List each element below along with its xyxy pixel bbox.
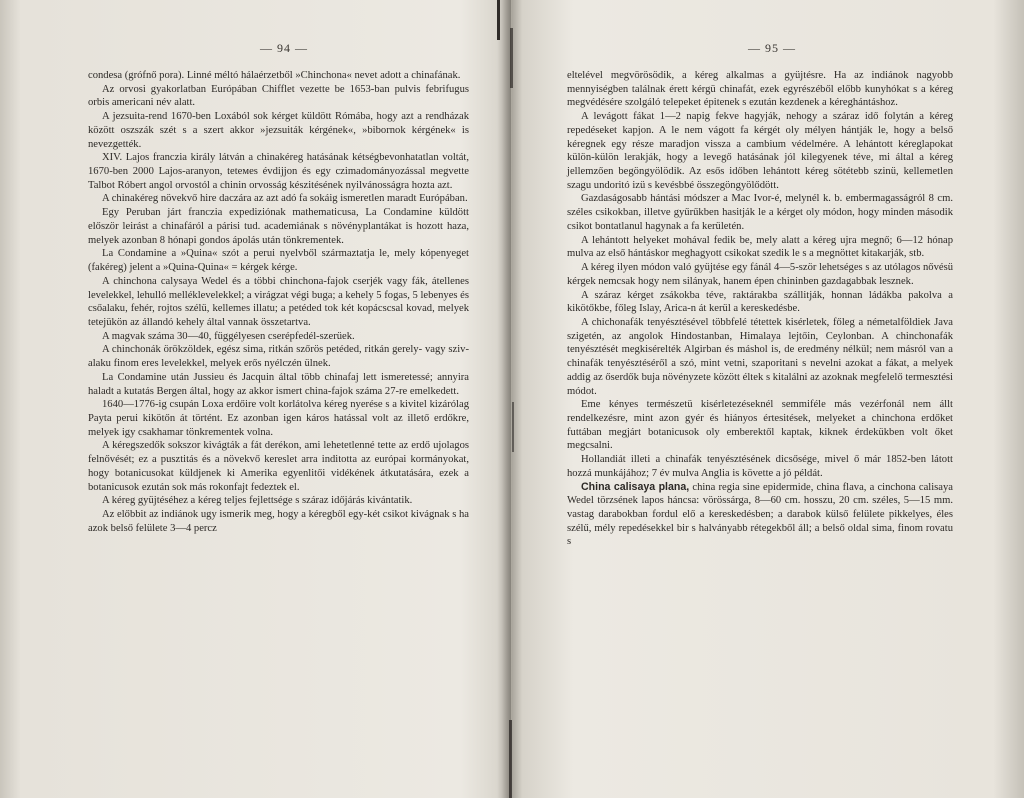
paragraph: Eme kényes természetü kisérletezéseknél semmiféle más vezérfonál nem állt rendelkezésre, mint azon gyér és hiányos értesitések, melyeket a chinchona erdőket futtában megjárt botanicusok oly emberektől kaptak, kiknek érdekükben volt őket megcsalni.	[567, 399, 953, 452]
paragraph: La Condamine után Jussieu és Jacquin által több chinafaj lett ismeretessé; annyira haladt a kutatás Bergen által, hogy az akkor ismert china-fajok száma 27-re emelkedett.	[88, 371, 469, 397]
paragraph: Az orvosi gyakorlatban Európában Chifflet vezette be 1653-ban pulvis febrifugus orbis americani név alatt.	[88, 83, 469, 109]
page-text	[88, 69, 469, 535]
paragraph: A chinchona calysaya Wedel és a többi chinchona-fajok cserjék vagy fák, átellenes levelekkel, lehulló melléklevelekkel; a virágzat végi buga; a kehely 5 fogas, 5 lebenyes és csőalaku, fehér, rojtos szélü, kellemes illatu; a petéded tok két kopácscsal kovad, melyek tetejükön az állandó kehely által vannak összetartva.	[88, 275, 469, 328]
paragraph: A kéreg gyüjtéséhez a kéreg teljes fejlettsége s száraz időjárás kivántatik.	[102, 495, 413, 507]
paragraph: Az előbbit az indiánok ugy ismerik meg, hogy a kéregből egy-két csikot kivágnak s ha azok belső felülete 3—4 percz	[88, 509, 469, 534]
paragraph: eltelével megvörösödik, a kéreg alkalmas a gyüjtésre. Ha az indiánok nagyobb mennyiségben találnak érett kérgü chinafát, ezek egyrészéből előbb kunyhókat s a kéreg megvédésére szolgáló telepeket épitenek s ezután kezdenek a kéreghántáshoz.	[567, 70, 953, 109]
paragraph: A lehántott helyeket mohával fedik be, mely alatt a kéreg ujra megnő; 6—12 hónap mulva az első hántáskor meghagyott csikokat szedik le s a megnöttet kitakarják, stb.	[567, 234, 953, 260]
paragraph: A chichonafák tenyésztésével többfelé tétettek kisérletek, főleg a németalföldiek Java szigetén, az angolok Hindostanban, Himalaya lejtőin, Ceylonban. A chinchonafák tenyésztését megkisérelték Algirban és máshol is, de eredmény nélkül; nem másról van a chinafák tenyésztéséről a szó, mint vetni, szaporitani s nevelni azokat a fákat, a melyek addig az őserdők buja növényzete között éltek s kitalálni az azoknak megfelelő termesztési módot.	[567, 316, 953, 397]
paragraph: Egy Peruban járt franczia expediziónak mathematicusa, La Condamine küldött először leirást a chinafáról a párisi tud. academiának s növénуplantákat is hozott haza, melyek azonban 8 hónapi gondos ápolás után tönkrementek.	[88, 207, 469, 246]
paragraph: A jezsuita-rend 1670-ben Loxából sok kérget küldött Rómába, hogy azt a rendházak között oszszák szét s a szert akkor »jezsuiták kérgének«, »bibornok kérgének« is nevezgették.	[88, 111, 469, 150]
page-number: — 95 —	[748, 41, 796, 55]
paragraph: A chinchonák örökzöldek, egész sima, ritkán szőrös petéded, ritkán gerely- vagy sziv-alaku finom eres levelekkel, melyek erős nyélczén ülnek.	[88, 344, 469, 370]
page-number: — 94 —	[260, 41, 308, 55]
paragraph: A levágott fákat 1—2 napig fekve hagyják, nehogy a száraz idő folytán a kéreg repedéseket kapjon. A le nem vágott fa kérgét oly mélyen hántják le, hogy a belső kéregnek egy része maradjon vissza a cambium védelmére. A lehántott kéreglapokat külön-külön lerakják, hogy a levegő hatásának jól kilegyenek téve, mi által a kéreg jellemzően begöngyölödik. Az esős időben lehántott kéreg sötétebb szinü, kellemetlen szagu undoritó izü s kevésbbé összegöngyölődött.	[567, 111, 953, 191]
paragraph: La Condamine a »Quina« szót a perui nyelvből származtatja le, mely kópenyeget (fakéreg) jelent a »Quina-Quina« = kérgek kérge.	[88, 248, 469, 274]
paragraph: condesa (grófnő pora). Linné méltó hálaérzetből »Chinchona« nevet adott a chinafának.	[88, 70, 461, 81]
paragraph: 1640—1776-ig csupán Loxa erdőire volt korlátolva kéreg nyerése s a kivitel kizárólag Payta perui kikötőn át történt. Ez azonban igen káros hatással volt az illető erdőkre, melyek igy csakhamar tönkrementek volna.	[88, 399, 469, 438]
page-text	[567, 69, 953, 549]
paragraph: Gazdaságosabb hántási módszer a Mac Ivor-é, melynél k. b. embermagasságról 8 cm. széles csikokban, illetve gyűrűkben hasitják le a kérget oly módon, hogy minden második csikot bontatlanul hagynak a fa kerületén.	[567, 193, 953, 232]
paragraph-text: china regia sine epidermide, china flava, a cinchona calisaya Wedel törzsének lapos háncsa: vörössárga, 8—60 cm. hosszu, 20 cm. széles, 5—15 mm. vastag darabokban fordul elő a kereskedésben; a darabok külső felülete pikkelyes, éles szélű, mély repedésekkel bir s halványabb rétegekből áll; a belső oldal sima, finom rovatu s	[567, 481, 953, 548]
paragraph: A száraz kérget zsákokba téve, raktárakba szállitják, honnan ládákba pakolva a kikötőkbe, főleg Islay, Arica-n át kerül a kereskedésbe.	[567, 289, 953, 315]
left-page	[0, 0, 505, 798]
binding-edge	[509, 720, 512, 798]
paragraph: Hollandiát illeti a chinafák tenyésztésének dicsősége, mivel ő már 1852-ben látott hozzá munkájához; 7 év mulva Anglia is követte a jó példát.	[567, 454, 953, 479]
paragraph: A chinakéreg növekvő hire daczára az azt adó fa sokáig ismeretlen maradt Európában.	[102, 193, 468, 205]
paragraph	[567, 481, 953, 550]
right-page	[519, 0, 1024, 798]
binding-edge	[497, 0, 500, 40]
binding-edge	[510, 28, 513, 88]
paragraph: A kéregszedők sokszor kivágták a fát derékon, ami lehetetlenné tette az erdő ujolagos felnővését; ez a pusztitás és a növekvő kereslet arra inditotta az európai kormányokat, hogy botanicusokat küldjenek ki Amerika egyenlitői vidékének átkutatására, ezek a botanicusok ezután sok más rokonfajt fedeztek el.	[88, 440, 469, 493]
paragraph: A magvak száma 30—40, függélyesen cserépfedél-szerüek.	[102, 330, 355, 342]
gutter-shadow	[497, 0, 511, 798]
paragraph: A kéreg ilyen módon való gyüjtése egy fánál 4—5-ször lehetséges s az utólagos nővésü kérgek nemcsak hogy nem silányak, hanem épen chininben gazdagabbak lesznek.	[567, 262, 953, 287]
paragraph: XIV. Lajos franczia király látván a chinakéreg hatásának kétségbevonhatatlan voltát, 1670-ben 2000 Lajos-aranyon, teteмes évdijjon és egy czimadományozással megvette Talbot Róbert angol orvostól a chinin orvosság készitésének nyilvánosságra hozta azt.	[88, 152, 469, 191]
binding-edge	[512, 402, 514, 452]
section-heading: China calisaya plana,	[581, 480, 690, 493]
